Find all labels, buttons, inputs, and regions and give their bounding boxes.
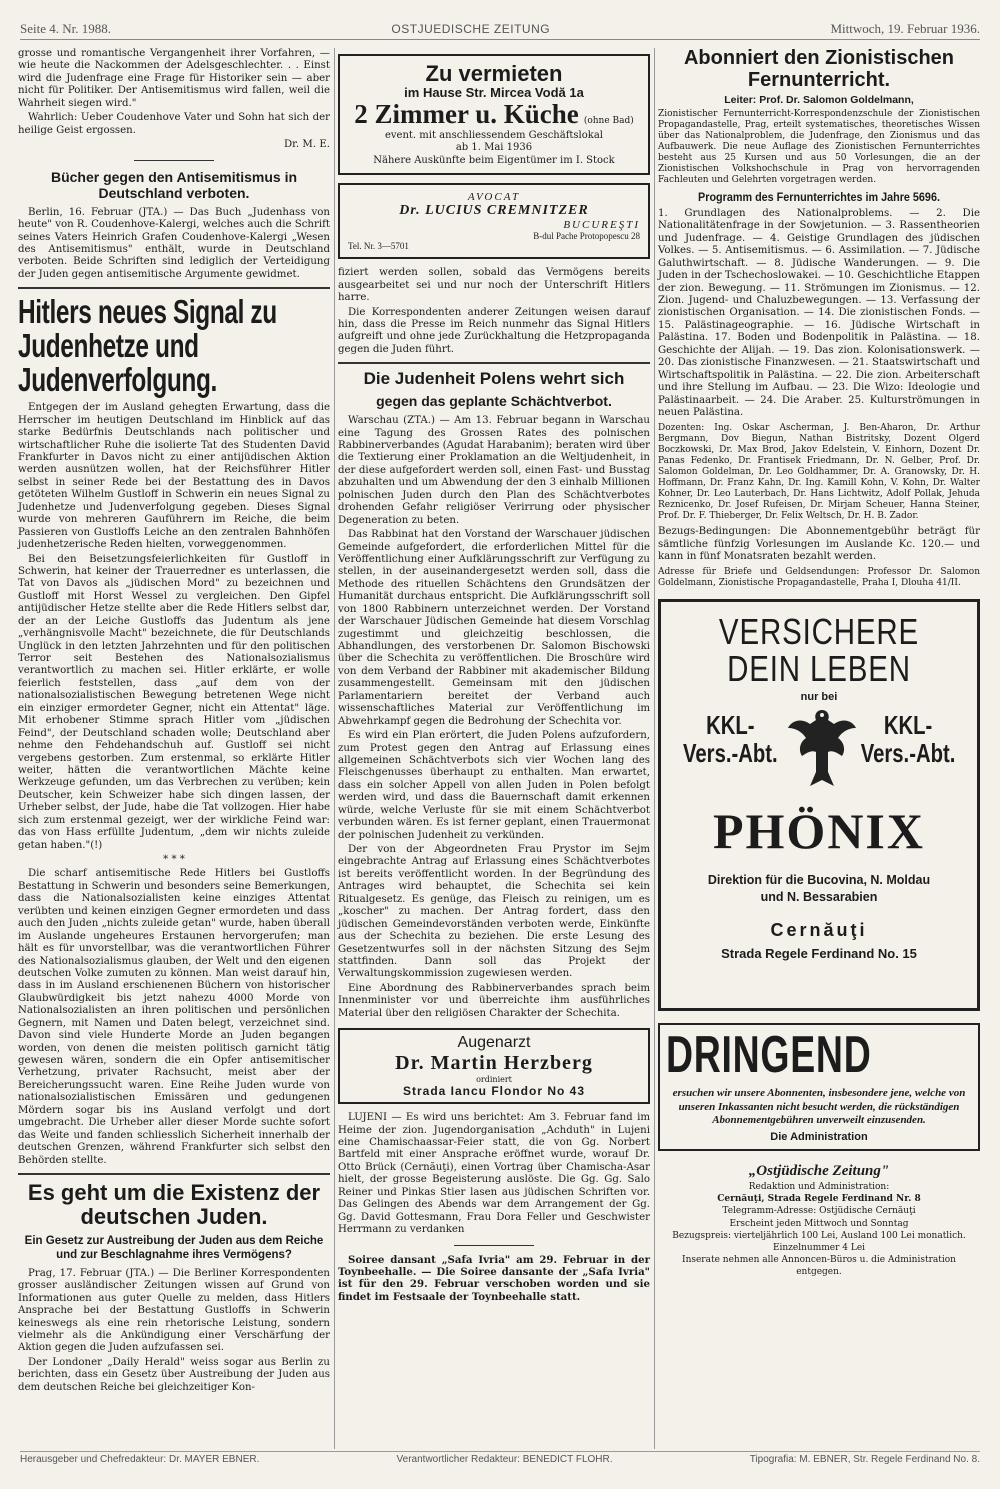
ad-direction xyxy=(661,872,977,905)
hitler-headline: Hitlers neues Signal zu Judenhetze und Judenverfolgung. xyxy=(18,293,277,398)
paragraph: Der von der Abgeordneten Frau Prystor im Sejm eingebrachte Antrag auf Erlassung eines Schächtverbotes ist bereits veröffentlicht worden. In der Begründung des Antrages wird behauptet, die Schechita sei kein Ritualgesetz. Es genüge, das Fleisch zu reinigen, um es „koscher" zu machen. Der Antrag fordert, dass den jüdischen Gemeindevorständen verboten werde, Einkünfte aus der Schechita zu beziehen. Die erste Lesung des Gesetzentwurfes soll in der nächsten Sitzung des Sejm stattfinden. Dann soll das Projekt der Verwaltungskommission zugewiesen werden. xyxy=(338,844,650,980)
column-right xyxy=(658,48,980,1449)
program-heading: Programm des Fernunterrichtes im Jahre 5696. xyxy=(698,189,940,204)
subscription-terms xyxy=(658,526,980,563)
kkl-label-left xyxy=(683,712,778,767)
paragraph: Es wird ein Plan erörtert, die Juden Polens aufzufordern, zum Protest gegen den Antrag auf Erlassung eines allgemeinen Schächtverbots sich vier Wochen lang des Fleischgenusses überhaupt zu enthalten. Man erwartet, dass ein solcher Appell von allen Juden in Polen befolgt werden wird, und dass die Bauernschaft damit erkennen würde, welche Verluste für sie mit einem Schächtverbot verbunden wären. Es ist ferner geplant, einen Trauermonat der polnischen Judenheit zu verkünden. xyxy=(338,730,650,841)
ad-line: KKL- xyxy=(706,710,755,741)
ad-line: KKL- xyxy=(883,710,932,741)
program-list xyxy=(658,208,980,419)
paragraph: Das Rabbinat hat den Vorstand der Warschauer jüdischen Gemeinde aufgefordert, die erforderlichen Mittel für die Veröffentlichung einer Aufklärungsschrift zur Verfügung zu stellen, in der auseinandergesetzt werden soll, dass die Methode des rituellen Schächtens den Grundsätzen der Humanität durchaus entspricht. Die Aufklärungsschrift soll von 1800 Rabbinern unterzeichnet werden. Der Vorstand der Warschauer Jüdischen Gemeinde hat diesem Vorschlag zugestimmt und gleichzeitig beschlossen, die Abhandlungen, des verstorbenen Dr. Salomon Bischowski über die Schechita zu veröffentlichen. Die Broschüre wird von dem Verband der Rabbiner mit akademischer Bildung zusammengestellt. Gemeinsam mit den jüdischen Parlamentariern bereitet der Verband auch wissenschaftliches Material zur Veröffentlichung im Abwehrkampf gegen die Bedrohung der Schechita vor. xyxy=(338,529,650,727)
books-headline: Bücher gegen den Antisemitismus in Deutschland verboten. xyxy=(50,168,298,201)
ad-address: B-dul Pache Protopopescu 28 xyxy=(533,231,640,242)
author-signature: Dr. M. E. xyxy=(284,139,330,151)
divider xyxy=(18,287,330,289)
newspaper-name: OSTJUEDISCHE ZEITUNG xyxy=(391,21,551,36)
polen-article xyxy=(338,415,650,1020)
paragraph: Die Korrespondenten anderer Zeitungen weisen darauf hin, dass die Presse im Reich nunmehr das Signal Hitlers aufgreift und ohne jede Zurückhaltung die Hetzpropaganda gegen die Juden führt. xyxy=(338,306,650,355)
ad-title: VERSICHERE xyxy=(718,611,920,653)
imprint-title: „Ostjüdische Zeitung" xyxy=(748,1162,890,1179)
imprint xyxy=(658,1161,980,1278)
ad-address: Strada Iancu Flondor No 43 xyxy=(402,1084,586,1099)
footer-editor: Verantwortlicher Redakteur: BENEDICT FLOHR. xyxy=(396,1454,613,1465)
paragraph: Entgegen der im Ausland gehegten Erwartung, dass die Herrscher im heutigen Deutschland im Hinblick auf das starke Bedürfnis Deutschlands nach politischer und wirtschaftlicher Ruhe die isolierte Tat des Studenten David Frankfurter in Davos nicht zu einer antijüdischen Aktion werden ausnützen wollen, hat der Reichsführer Hitler selbst in seiner Rede bei der Bestattung des in Davos getöteten Wilhelm Gustloff in Schwerin ein neues Signal zu Judenhetze und Judenverfolgung gegeben. Dieses Signal wurde von mehreren Gauführern im Reiche, die beim Passieren von Gustloffs Leiche an den zentralen Bahnhöfen judenhetzerische Reden hielten, vorweggenommen. xyxy=(18,402,330,551)
address-block xyxy=(658,567,980,589)
ad-line: ab 1. Mai 1936 xyxy=(455,142,533,154)
ad-rooms: 2 Zimmer u. Küche xyxy=(354,99,579,130)
ad-note: (ohne Bad) xyxy=(583,116,634,127)
paragraph: fiziert werden sollen, sobald das Vermögens bereits ausgearbeitet sei und nur noch der Unterschrift Hitlers harre. xyxy=(338,267,650,304)
coudenhove-continuation xyxy=(18,48,330,152)
divider xyxy=(134,160,214,161)
page-number: Seite 4. Nr. 1988. xyxy=(20,20,111,36)
footer-printer: Tipografia: M. EBNER, Str. Regele Ferdinand No. 8. xyxy=(749,1454,980,1465)
fernunterricht-headline: Abonniert den Zionistischen Fernunterricht. xyxy=(683,47,954,91)
insurance-ad xyxy=(658,599,980,1011)
paragraph: Eine Abordnung des Rabbinerverbandes sprach beim Innenminister vor und überreichte ihm ausführliches Material über den religiösen Charakter der Schechita. xyxy=(338,982,650,1019)
imprint-line: Cernăuţi, Strada Regele Ferdinand Nr. 8 xyxy=(717,1194,921,1205)
section-break: * * * xyxy=(163,854,185,866)
column-rule xyxy=(654,48,655,1449)
paragraph: 1. Grundlagen des Nationalproblems. — 2. Die Nationalitätenfrage in der Sowjetunion. — 3. Rassentheorien und Judenfrage. — 4. Geistige Grundlagen des jüdischen Volkes. — 5. Antisemitismus. — 6. Assimilation. — 7. Jüdische Galuthwirtschaft. — 8. Jüdische Wanderungen. — 9. Die Juden in der Tschechoslowakei. — 10. Geschichtliche Etappen der zion. Bewegung. — 11. Strömungen im Zionismus. — 12. Zion. Jugend- und Chaluzbewegungen. — 13. Verfassung der zionistischen Organisation. — 14. Die zionistischen Fonds. — 15. Palästinageographie. — 16. Jüdische Wirtschaft in Palästina. 17. Boden und Bodenpolitik in Palästina. — 18. Geschichte der Alijah. — 19. Das zion. Kolonisationswerk. — 20. Das zionistische Finanzwesen. — 21. Staatswirtschaft und Wirtschaftspolitik in Palästina. — 22. Die zion. Arbeiterschaft und ihre Stellung im Aufbau. — 23. Die Wizo: Ideologie und Palästinaarbeit. — 24. Die Araber. 25. Kulturströmungen in neuen Palästina. xyxy=(658,207,980,418)
ad-name: Dr. LUCIUS CREMNITZER xyxy=(399,203,589,219)
notice-signature: Die Administration xyxy=(770,1130,868,1143)
paragraph: Wahrlich: Ueber Coudenhove Vater und Sohn hat sich der heilige Geist ergossen. xyxy=(18,112,330,136)
ad-line: event. mit anschliessendem Geschäftslokal xyxy=(384,129,603,141)
divider xyxy=(454,1245,534,1246)
paragraph: Bezugs-Bedingungen: Die Abonnementgebühr beträgt für sämtliche fünfzig Vorlesungen im Auslande Kc. 120.— und kann in fünf Monatsraten bezahlt werden. xyxy=(658,526,980,562)
notice-text: ersuchen wir unsere Abonnenten, insbesondere jene, welche von unseren Inkassanten nicht besucht werden, die rückständigen Abonnementgebühren unverweilt einzusenden. xyxy=(672,1087,966,1126)
ad-line: Vers.-Abt. xyxy=(860,737,955,768)
ad-title: DEIN LEBEN xyxy=(727,648,911,690)
ad-line: nur bei xyxy=(800,690,838,703)
kkl-label-right xyxy=(860,712,955,767)
divider xyxy=(18,1173,330,1175)
hitler-article xyxy=(18,402,330,1167)
paragraph: Die scharf antisemitische Rede Hitlers bei Gustloffs Bestattung in Schwerin und besonders seine Bemerkungen, dass die Nationalsozialisten keine einziges Attentat verübten und keinen einzigen Gegner ermordeten und dass auch den Juden „nichts zuleide getan" wurde, haben überall im Auslande ungeheures Erstaunen hervorgerufen; man hält es für unvorstellbar, was die verantwortlichen Führer des Nationalsozialismus glauben, der Welt und den eigenen deutschen Volke zumuten zu können. Man weist darauf hin, dass in im Ausland erschienenen Büchern von historischer Glaubwürdigkeit bis jetzt nahezu 4000 Morde von Nationalsozialisten an ihren politischen und persönlichen Gegnern, mit Namen und Daten belegt, verzeichnet sind. Davon sind viele Hunderte Morde an Juden begangen worden, von denen die meisten politisch garnicht tätig gewesen wären, sondern die ein Opfer antisemitischer Verhetzung, privater Rachsucht, meist aber der Bereicherungssucht waren. Eine Reihe Juden wurde von nationalsozialistischen Emissären und gedungenen Mördern sogar bis ins Ausland verfolgt und dort umgebracht. Die Urheber aller dieser Morde suchte sofort das Weite und fanden schliesslich Sicherheit innerhalb der deutschen Grenzen, während Frankfurter sich selbst den Behörden stellte. xyxy=(18,868,330,1166)
ad-line: ordiniert xyxy=(476,1075,512,1085)
ad-title: Zu vermieten xyxy=(425,61,563,86)
paragraph: Prag, 17. Februar (JTA.) — Die Berliner Korrespondenten grosser ausländischer Zeitungen wissen auf Grund von Informationen aus guter Quelle zu melden, dass Hitlers Ansprache bei der Bestattung Gustloffs in Schwerin keineswegs als eine rein rhetorische Leistung, sondern vielmehr als die Ankündigung einer Verschärfung der Aktion gegen die Juden aufzufassen sei. xyxy=(18,1267,330,1354)
fernunterricht-intro xyxy=(658,109,980,186)
paragraph: Bei den Beisetzungsfeierlichkeiten für Gustloff in Schwerin, hat keiner der Trauerredner es unterlassen, die Tat von Davos als „jüdischen Mord" zu bezeichnen und Gustloff mit Horst Wessel zu vergleichen. Den Gipfel antijüdischer Hetze stellte aber die Rede Hitlers selbst dar, der an der Leiche Gustloffs das Judentum als jene „verhängnisvolle Macht" bezeichnete, die für Deutschlands Unglück in den letzten Jahrzehnten und für den politischen Terror seit Bestehen des Nationalsozialismus verantwortlich zu machen sei. Hitler erklärte, er wolle feierlich feststellen, dass „auf dem von der nationalsozialistischen Bewegung betretenen Wege nicht ein einziger ermordeter Gegner, nicht ein Attentat" läge. Mit erhobener Stimme sprach Hitler vom „jüdischen Feind", der Deutschland schaden wolle; Deutschland aber nehme den Fehdehandschuh auf. Gustloff sei nicht vergebens gestorben. Zum erstenmal, so erklärte Hitler weiter, hätten die verantwortlichen Mächte keine Werkzeuge gefunden, um das Verbrechen zu verüben; kein Deutscher, kein Schweizer habe sich dingen lassen, der Urheber selbst, der Jude, habe die Tat vollzogen. Hier habe sich zum erstenmal gezeigt, wer der wirkliche Feind war: das von Hass erfüllte Judentum, „dem wir nichts zuleide getan haben."(!) xyxy=(18,553,330,851)
rental-ad xyxy=(338,54,650,175)
paragraph: Zionistischer Fernunterricht-Korrespondenzschule der Zionistischen Propagandastelle, Prag, erteilt systematisches, theoretisches Wissen über das Nationalproblem, die Judenfrage, den Zionismus und das Aufbauwerk. Die neue Auflage des Zionistischen Fernunterrichtes besteht aus 25 Kursen und aus 50 Vorlesungen, die an der Zionistischen Volkshochschule in Prag von hervorragenden Fachleuten und Gelehrten vorgetragen werden. xyxy=(658,109,980,185)
paragraph: Warschau (ZTA.) — Am 13. Februar begann in Warschau eine Tagung des Grossen Rates des polnischen Rabbinerverbandes (Agudat Harabanim); beraten wird über die Textierung einer Proklamation an die Weltjudenheit, in der diese aufgefordert werden soll, einen Fast- und Busstag abzuhalten und um Abwendung der den 3 einhalb Millionen polnischen Juden durch den Plan des Schächtverbotes drohenden Gefahr religiöser Verirrung oder physischer Degeneration zu beten. xyxy=(338,415,650,526)
lujeni-article xyxy=(338,1112,650,1236)
paragraph: grosse und romantische Vergangenheit ihrer Vorfahren, — wie heute die Nackommen der Adelsgeschlechter. . . Einst wird die Judenfrage eine Frage für Historiker sein — aber nicht für Politiker. Der Antisemitismus wird fallen, weil die Wahrheit siegen wird." xyxy=(18,48,330,109)
footer xyxy=(20,1451,980,1467)
notice-title: DRINGEND xyxy=(666,1026,872,1085)
imprint-line: Bezugspreis: vierteljährlich 100 Lei, Ausland 100 Lei monatlich. Einzelnummer 4 Lei xyxy=(672,1230,966,1253)
hitler-continuation xyxy=(338,267,650,356)
ad-line: Nähere Auskünfte beim Eigentümer im I. Stock xyxy=(373,154,615,166)
polen-headline: Die Judenheit Polens wehrt sich xyxy=(363,369,625,389)
lawyer-ad xyxy=(338,183,650,259)
imprint-line: Telegramm-Adresse: Ostjüdische Cernăuţi xyxy=(722,1206,916,1217)
ad-title: Augenarzt xyxy=(457,1034,531,1052)
paragraph: Berlin, 16. Februar (JTA.) — Das Buch „Judenhass von heute" von R. Coudenhove-Kalergi, welches auch die Schrift seines Vaters Heinrich Grafen Coudenhove-Kalergi „Wesen des Antisemitismus" enthält, wurde in Deutschland verboten. Beide Schriften sind lediglich der Verteidigung der Juden gegen antisemitische Argumente gewidmet. xyxy=(18,206,330,280)
existenz-article xyxy=(18,1268,330,1394)
phoenix-eagle-icon xyxy=(782,702,862,792)
footer-publisher: Herausgeber und Chefredakteur: Dr. MAYER EBNER. xyxy=(20,1454,260,1465)
doctor-ad xyxy=(338,1028,650,1104)
books-article xyxy=(18,207,330,282)
column-rule xyxy=(334,48,335,1449)
existenz-subheadline: Ein Gesetz zur Austreibung der Juden aus dem Reiche und zur Beschlagnahme ihres Vermögens? xyxy=(24,1235,324,1261)
column-middle xyxy=(338,48,650,1449)
ad-city: Cernăuţi xyxy=(770,920,868,941)
ad-name: Dr. Martin Herzberg xyxy=(395,1052,593,1075)
paragraph: LUJENI — Es wird uns berichtet: Am 3. Februar fand im Heime der zion. Jugendorganisation „Achduth" in Lujeni eine Chamischaassar-Feier statt, die von Gg. Norbert Bartfeld mit einer Ansprache eröffnet wurde, worauf Dr. Otto Brück (Cernăuţi), einen Vortrag über Chamischa-Asar hielt, der grosse Begeisterung auslöste. Die Gg. Gg. Salo Reiner und Pinkas Stier lasen aus jüdischen Schriften vor. Das Gelingen des Abends war dem Arrangement der Gg. Gg. David Gottesmann, Frau Dora Feller und Geschwister Herrmann zu verdanken xyxy=(338,1112,650,1236)
ad-title: AVOCAT xyxy=(467,191,521,204)
column-left xyxy=(18,48,330,1449)
ad-address: im Hause Str. Mircea Vodă 1a xyxy=(404,85,584,101)
ad-city: BUCUREŞTI xyxy=(563,219,640,232)
lecturers xyxy=(658,423,980,522)
ad-brand: PHÖNIX xyxy=(713,803,925,860)
imprint-line: Inserate nehmen alle Annoncen-Büros u. die Administration entgegen. xyxy=(682,1255,956,1278)
paragraph: Der Londoner „Daily Herald" weiss sogar aus Berlin zu berichten, dass ein Gesetz über Austreibung der Juden aus dem deutschen Reiche bei gleichzeitiger Kon- xyxy=(18,1356,330,1393)
issue-date: Mittwoch, 19. Februar 1936. xyxy=(830,20,980,36)
ad-line: Vers.-Abt. xyxy=(683,737,778,768)
soiree-notice xyxy=(338,1254,650,1304)
paragraph: Soiree dansant „Safa Ivria" am 29. Februar in der Toynbeehalle. — Die Soiree dansante der „Safa Ivria" ist für den 29. Februar verschoben worden und sie findet im Festsaale der Toynbeehalle statt. xyxy=(338,1253,650,1303)
running-header xyxy=(20,18,980,40)
divider xyxy=(338,362,650,364)
imprint-line: Redaktion und Administration: xyxy=(748,1182,890,1193)
ad-line: und N. Bessarabien xyxy=(760,889,878,904)
imprint-line: Erscheint jeden Mittwoch und Sonntag xyxy=(729,1218,909,1229)
existenz-headline: Es geht um die Existenz der deutschen Juden. xyxy=(27,1179,321,1230)
polen-subheadline: gegen das geplante Schächtverbot. xyxy=(376,393,612,410)
dringend-notice xyxy=(658,1023,980,1151)
ad-address: Strada Regele Ferdinand No. 15 xyxy=(721,946,917,962)
paragraph: Dozenten: Ing. Oskar Ascherman, J. Ben-Aharon, Dr. Arthur Bergmann, Dov Biegun, Nathan Bistritsky, Dozent Olgerd Boczkowski, Dr. Max Brod, Jakov Edelstein, V. Einhorn, Dozent Dr. Panas Fedenko, Dr. Frantisek Friedmann, Dr. N. Gelber, Prof. Dr. Salomon Goldelman, Dr. Leo Goldhammer, Dr. A. Granowsky, Dr. H. Hoffmann, Dr. Franz Kahn, Dr. Ing. Kamill Kohn, V. Kohn, Dr. Walter Kohner, Dr. Leo Lauterbach, Dr. Hans Lichtwitz, Adolf Pollak, Jehuda Reznicenko, Dr. Josef Rufeisen, Dr. Mirjam Scheuer, Hanna Steiner, Prof. Dr. F. Thieberger, Dr. Felix Weltsch, Dr. H. B. Zador. xyxy=(658,423,980,522)
ad-line: Direktion für die Bucovina, N. Moldau xyxy=(707,873,931,888)
paragraph: Adresse für Briefe und Geldsendungen: Professor Dr. Salomon Goldelmann, Zionistische Propagandastelle, Praha I, Dlouha 41/II. xyxy=(658,567,980,589)
ad-phone: Tel. Nr. 3—5701 xyxy=(348,241,409,252)
fernunterricht-leiter: Leiter: Prof. Dr. Salomon Goldelmann, xyxy=(724,94,914,107)
